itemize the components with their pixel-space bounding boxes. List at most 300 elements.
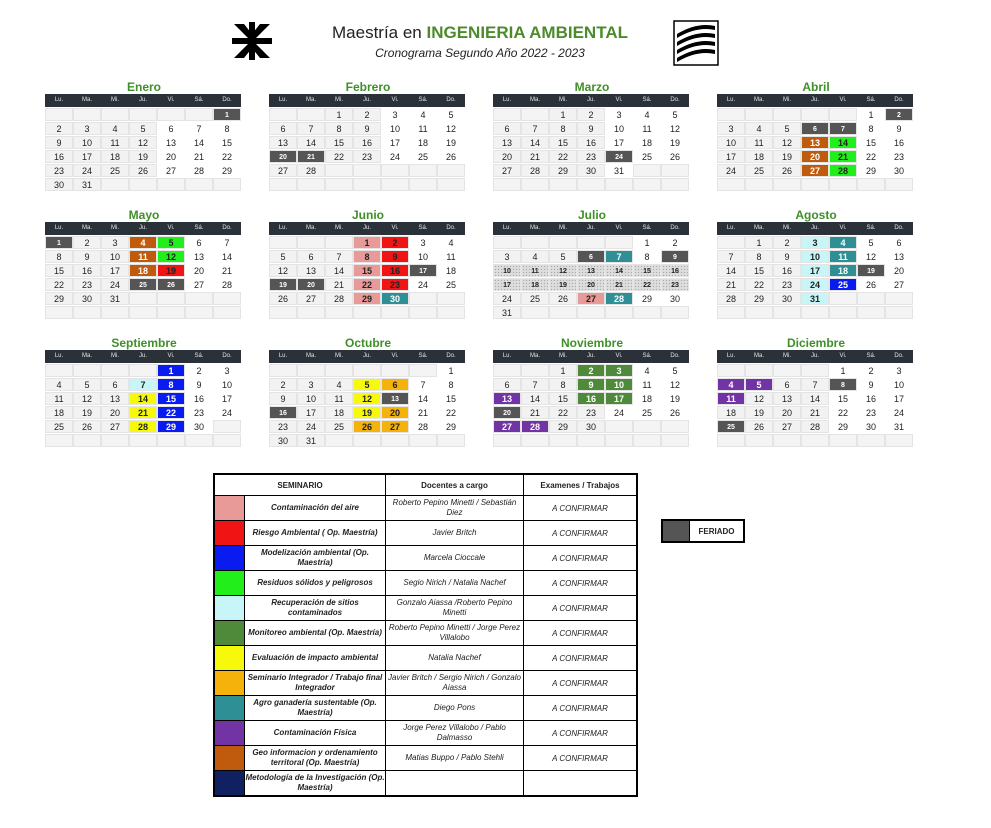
empty-day-cell <box>801 108 829 121</box>
empty-day-cell <box>45 306 73 319</box>
weekday-header: Sá. <box>633 350 661 363</box>
class-day-cell: 17 <box>801 264 829 277</box>
class-day-cell: 13 <box>493 392 521 405</box>
day-cell: 11 <box>745 136 773 149</box>
day-cell: 27 <box>185 278 213 291</box>
legend-header-row <box>214 474 637 496</box>
page-title <box>300 22 660 44</box>
empty-day-cell <box>605 306 633 319</box>
day-cell: 18 <box>409 136 437 149</box>
day-cell: 10 <box>885 378 913 391</box>
empty-day-cell <box>101 306 129 319</box>
legend-docentes: Jorge Perez Villalobo / Pablo Dalmasso <box>386 721 524 746</box>
empty-day-cell <box>773 364 801 377</box>
empty-day-cell <box>213 178 241 191</box>
day-cell: 26 <box>73 420 101 433</box>
weekday-header: Ju. <box>129 94 157 107</box>
class-day-cell: 27 <box>493 420 521 433</box>
weekday-header: Sá. <box>409 222 437 235</box>
day-cell: 13 <box>269 136 297 149</box>
day-cell: 15 <box>745 264 773 277</box>
class-day-cell: 14 <box>829 136 857 149</box>
day-cell: 24 <box>213 406 241 419</box>
day-cell: 31 <box>297 434 325 447</box>
month-name: Abril <box>802 80 830 94</box>
legend-seminario: Residuos sólidos y peligrosos <box>245 571 386 596</box>
day-cell: 6 <box>885 236 913 249</box>
day-cell: 4 <box>521 250 549 263</box>
weekday-header: Mi. <box>325 222 353 235</box>
empty-day-cell <box>213 434 241 447</box>
day-cell: 31 <box>73 178 101 191</box>
empty-day-cell <box>717 108 745 121</box>
class-day-cell: 5 <box>745 378 773 391</box>
day-cell: 9 <box>269 392 297 405</box>
day-cell: 17 <box>885 392 913 405</box>
weekday-header: Ma. <box>521 222 549 235</box>
feriado-legend <box>661 519 745 543</box>
legend-examenes: A CONFIRMAR <box>524 621 638 646</box>
empty-day-cell <box>185 178 213 191</box>
empty-day-cell <box>325 434 353 447</box>
empty-day-cell <box>129 108 157 121</box>
day-cell: 20 <box>773 406 801 419</box>
empty-day-cell <box>409 434 437 447</box>
empty-day-cell <box>437 292 465 305</box>
legend-row <box>214 546 637 571</box>
day-cell: 19 <box>129 150 157 163</box>
empty-day-cell <box>857 178 885 191</box>
legend-row <box>214 746 637 771</box>
holiday-day-cell: 26 <box>157 278 185 291</box>
day-cell: 9 <box>185 378 213 391</box>
class-day-cell: 11 <box>521 264 549 277</box>
empty-day-cell <box>45 364 73 377</box>
empty-day-cell <box>745 434 773 447</box>
empty-day-cell <box>661 306 689 319</box>
empty-day-cell <box>577 434 605 447</box>
month-octubre <box>269 336 467 447</box>
day-cell: 15 <box>857 136 885 149</box>
class-day-cell: 11 <box>129 250 157 263</box>
day-cell: 16 <box>577 136 605 149</box>
legend-row <box>214 521 637 546</box>
empty-day-cell <box>829 306 857 319</box>
day-cell: 24 <box>73 164 101 177</box>
class-day-cell: 21 <box>129 406 157 419</box>
weekday-header: Sá. <box>409 94 437 107</box>
day-cell: 8 <box>633 250 661 263</box>
day-cell: 25 <box>633 406 661 419</box>
day-cell: 1 <box>437 364 465 377</box>
day-cell: 30 <box>577 420 605 433</box>
empty-day-cell <box>129 306 157 319</box>
weekday-header: Lu. <box>269 94 297 107</box>
day-cell: 30 <box>773 292 801 305</box>
day-cell: 13 <box>773 392 801 405</box>
day-cell: 31 <box>885 420 913 433</box>
legend-color-swatch <box>214 596 245 621</box>
class-day-cell: 29 <box>157 420 185 433</box>
legend-color-swatch <box>214 721 245 746</box>
day-cell: 26 <box>661 150 689 163</box>
weekday-header: Ma. <box>297 222 325 235</box>
weekday-header: Mi. <box>325 350 353 363</box>
month-enero <box>45 80 243 191</box>
legend-docentes: Roberto Pepino Minetti / Sebastián Diez <box>386 496 524 521</box>
empty-day-cell <box>829 292 857 305</box>
legend-examenes: A CONFIRMAR <box>524 746 638 771</box>
day-cell: 28 <box>801 420 829 433</box>
holiday-day-cell: 19 <box>269 278 297 291</box>
weekday-header: Do. <box>661 222 689 235</box>
class-day-cell: 9 <box>381 250 409 263</box>
empty-day-cell <box>745 364 773 377</box>
day-cell: 1 <box>829 364 857 377</box>
weekday-header: Lu. <box>269 350 297 363</box>
day-cell: 28 <box>717 292 745 305</box>
day-cell: 5 <box>129 122 157 135</box>
day-cell: 7 <box>409 378 437 391</box>
weekday-header: Sá. <box>409 350 437 363</box>
weekday-header: Ju. <box>577 94 605 107</box>
empty-day-cell <box>437 178 465 191</box>
month-days-grid <box>717 94 915 191</box>
title-accent: INGENIERIA AMBIENTAL <box>426 23 628 42</box>
day-cell: 4 <box>45 378 73 391</box>
weekday-header: Ju. <box>577 222 605 235</box>
day-cell: 9 <box>773 250 801 263</box>
day-cell: 27 <box>885 278 913 291</box>
weekday-header: Ju. <box>353 350 381 363</box>
empty-day-cell <box>521 434 549 447</box>
day-cell: 2 <box>577 108 605 121</box>
weekday-header: Sá. <box>185 94 213 107</box>
empty-day-cell <box>549 236 577 249</box>
empty-day-cell <box>717 178 745 191</box>
day-cell: 21 <box>801 406 829 419</box>
empty-day-cell <box>661 434 689 447</box>
empty-day-cell <box>577 178 605 191</box>
day-cell: 3 <box>493 250 521 263</box>
class-day-cell: 8 <box>157 378 185 391</box>
day-cell: 9 <box>885 122 913 135</box>
empty-day-cell <box>381 364 409 377</box>
month-days-grid <box>269 222 467 319</box>
day-cell: 5 <box>773 122 801 135</box>
day-cell: 30 <box>885 164 913 177</box>
day-cell: 16 <box>185 392 213 405</box>
empty-day-cell <box>633 178 661 191</box>
day-cell: 4 <box>633 108 661 121</box>
empty-day-cell <box>605 236 633 249</box>
day-cell: 13 <box>297 264 325 277</box>
legend-seminario: Monitoreo ambiental (Op. Maestría) <box>245 621 386 646</box>
month-name: Noviembre <box>560 336 624 350</box>
day-cell: 2 <box>45 122 73 135</box>
empty-day-cell <box>409 164 437 177</box>
day-cell: 23 <box>45 164 73 177</box>
empty-day-cell <box>829 434 857 447</box>
weekday-header: Vi. <box>829 94 857 107</box>
day-cell: 9 <box>45 136 73 149</box>
weekday-header: Vi. <box>829 350 857 363</box>
legend-examenes: A CONFIRMAR <box>524 571 638 596</box>
legend-seminario: Geo informacion y ordenamiento territoral (Op. Maestría) <box>245 746 386 771</box>
day-cell: 20 <box>157 150 185 163</box>
day-cell: 24 <box>101 278 129 291</box>
empty-day-cell <box>605 434 633 447</box>
seminar-legend-table <box>213 473 638 797</box>
weekday-header: Sá. <box>857 222 885 235</box>
day-cell: 21 <box>185 150 213 163</box>
class-day-cell: 8 <box>353 250 381 263</box>
day-cell: 14 <box>717 264 745 277</box>
weekday-header: Sá. <box>185 350 213 363</box>
day-cell: 15 <box>325 136 353 149</box>
title-prefix: Maestría en <box>332 23 427 42</box>
holiday-day-cell: 20 <box>297 278 325 291</box>
day-cell: 2 <box>73 236 101 249</box>
day-cell: 8 <box>549 378 577 391</box>
legend-seminario: Agro ganadería sustentable (Op. Maestría) <box>245 696 386 721</box>
class-day-cell: 28 <box>829 164 857 177</box>
day-cell: 12 <box>437 122 465 135</box>
holiday-day-cell: 1 <box>45 236 73 249</box>
day-cell: 19 <box>745 406 773 419</box>
empty-day-cell <box>157 434 185 447</box>
day-cell: 26 <box>269 292 297 305</box>
empty-day-cell <box>549 178 577 191</box>
empty-day-cell <box>801 178 829 191</box>
day-cell: 27 <box>773 420 801 433</box>
empty-day-cell <box>157 306 185 319</box>
class-day-cell: 31 <box>801 292 829 305</box>
month-days-grid <box>269 94 467 191</box>
empty-day-cell <box>325 306 353 319</box>
empty-day-cell <box>773 306 801 319</box>
legend-examenes: A CONFIRMAR <box>524 646 638 671</box>
day-cell: 23 <box>73 278 101 291</box>
empty-day-cell <box>577 236 605 249</box>
day-cell: 8 <box>213 122 241 135</box>
legend-color-swatch <box>214 571 245 596</box>
day-cell: 8 <box>857 122 885 135</box>
empty-day-cell <box>885 434 913 447</box>
legend-header-docentes: Docentes a cargo <box>386 474 524 496</box>
day-cell: 24 <box>409 278 437 291</box>
legend-seminario: Seminario Integrador / Trabajo final Integrador <box>245 671 386 696</box>
day-cell: 4 <box>325 378 353 391</box>
day-cell: 2 <box>269 378 297 391</box>
weekday-header: Sá. <box>185 222 213 235</box>
month-junio <box>269 208 467 319</box>
empty-day-cell <box>101 434 129 447</box>
day-cell: 26 <box>857 278 885 291</box>
weekday-header: Vi. <box>157 222 185 235</box>
legend-row <box>214 721 637 746</box>
day-cell: 6 <box>269 122 297 135</box>
empty-day-cell <box>297 364 325 377</box>
holiday-day-cell: 20 <box>493 406 521 419</box>
weekday-header: Vi. <box>381 350 409 363</box>
legend-color-swatch <box>214 621 245 646</box>
legend-header-seminario: SEMINARIO <box>214 474 386 496</box>
month-name: Julio <box>577 208 606 222</box>
day-cell: 2 <box>353 108 381 121</box>
class-day-cell: 4 <box>129 236 157 249</box>
weekday-header: Vi. <box>829 222 857 235</box>
class-day-cell: 19 <box>157 264 185 277</box>
day-cell: 29 <box>437 420 465 433</box>
empty-day-cell <box>633 306 661 319</box>
day-cell: 15 <box>45 264 73 277</box>
day-cell: 22 <box>745 278 773 291</box>
day-cell: 13 <box>493 136 521 149</box>
day-cell: 7 <box>213 236 241 249</box>
day-cell: 8 <box>745 250 773 263</box>
empty-day-cell <box>129 364 157 377</box>
legend-docentes: Marcela Cioccale <box>386 546 524 571</box>
weekday-header: Ma. <box>297 350 325 363</box>
weekday-header: Ma. <box>73 222 101 235</box>
empty-day-cell <box>45 434 73 447</box>
day-cell: 19 <box>437 136 465 149</box>
weekday-header: Ma. <box>73 350 101 363</box>
class-day-cell: 2 <box>577 364 605 377</box>
month-days-grid <box>45 350 243 447</box>
empty-day-cell <box>325 164 353 177</box>
day-cell: 26 <box>437 150 465 163</box>
day-cell: 3 <box>605 108 633 121</box>
day-cell: 6 <box>101 378 129 391</box>
empty-day-cell <box>129 292 157 305</box>
empty-day-cell <box>829 108 857 121</box>
legend-color-swatch <box>214 646 245 671</box>
day-cell: 14 <box>213 250 241 263</box>
class-day-cell: 22 <box>353 278 381 291</box>
day-cell: 9 <box>857 378 885 391</box>
day-cell: 5 <box>73 378 101 391</box>
legend-color-swatch <box>214 771 245 797</box>
empty-day-cell <box>521 108 549 121</box>
day-cell: 15 <box>549 136 577 149</box>
class-day-cell: 15 <box>353 264 381 277</box>
legend-color-swatch <box>214 521 245 546</box>
day-cell: 31 <box>605 164 633 177</box>
empty-day-cell <box>661 164 689 177</box>
empty-day-cell <box>521 236 549 249</box>
legend-seminario: Modelización ambiental (Op. Maestría) <box>245 546 386 571</box>
day-cell: 11 <box>437 250 465 263</box>
weekday-header: Ma. <box>521 350 549 363</box>
legend-docentes: Gonzalo Aiassa /Roberto Pepino Minetti <box>386 596 524 621</box>
legend-seminario: Riesgo Ambiental ( Op. Maestría) <box>245 521 386 546</box>
legend-row <box>214 696 637 721</box>
day-cell: 15 <box>549 392 577 405</box>
month-diciembre <box>717 336 915 447</box>
day-cell: 10 <box>717 136 745 149</box>
weekday-header: Mi. <box>549 350 577 363</box>
day-cell: 29 <box>213 164 241 177</box>
empty-day-cell <box>409 178 437 191</box>
day-cell: 14 <box>325 264 353 277</box>
weekday-header: Ma. <box>745 222 773 235</box>
day-cell: 18 <box>633 392 661 405</box>
weekday-header: Do. <box>661 350 689 363</box>
day-cell: 18 <box>101 150 129 163</box>
day-cell: 17 <box>297 406 325 419</box>
class-day-cell: 22 <box>157 406 185 419</box>
class-day-cell: 16 <box>577 392 605 405</box>
empty-day-cell <box>409 306 437 319</box>
month-febrero <box>269 80 467 191</box>
day-cell: 23 <box>773 278 801 291</box>
class-day-cell: 16 <box>661 264 689 277</box>
day-cell: 1 <box>549 108 577 121</box>
day-cell: 11 <box>325 392 353 405</box>
day-cell: 14 <box>521 392 549 405</box>
empty-day-cell <box>325 178 353 191</box>
empty-day-cell <box>157 108 185 121</box>
day-cell: 12 <box>857 250 885 263</box>
empty-day-cell <box>353 306 381 319</box>
holiday-day-cell: 8 <box>829 378 857 391</box>
day-cell: 27 <box>157 164 185 177</box>
legend-examenes: A CONFIRMAR <box>524 546 638 571</box>
legend-row <box>214 596 637 621</box>
empty-day-cell <box>773 108 801 121</box>
day-cell: 14 <box>297 136 325 149</box>
empty-day-cell <box>101 108 129 121</box>
month-marzo <box>493 80 691 191</box>
day-cell: 25 <box>325 420 353 433</box>
class-day-cell: 15 <box>633 264 661 277</box>
weekday-header: Lu. <box>45 350 73 363</box>
day-cell: 12 <box>661 378 689 391</box>
day-cell: 15 <box>213 136 241 149</box>
empty-day-cell <box>493 364 521 377</box>
day-cell: 22 <box>829 406 857 419</box>
empty-day-cell <box>353 178 381 191</box>
day-cell: 6 <box>773 378 801 391</box>
day-cell: 24 <box>493 292 521 305</box>
day-cell: 14 <box>185 136 213 149</box>
day-cell: 10 <box>297 392 325 405</box>
day-cell: 3 <box>297 378 325 391</box>
day-cell: 17 <box>213 392 241 405</box>
holiday-day-cell: 17 <box>409 264 437 277</box>
empty-day-cell <box>353 434 381 447</box>
empty-day-cell <box>353 364 381 377</box>
weekday-header: Lu. <box>45 222 73 235</box>
day-cell: 23 <box>353 150 381 163</box>
day-cell: 25 <box>521 292 549 305</box>
empty-day-cell <box>801 434 829 447</box>
day-cell: 8 <box>45 250 73 263</box>
weekday-header: Sá. <box>633 222 661 235</box>
day-cell: 6 <box>493 122 521 135</box>
day-cell: 5 <box>661 108 689 121</box>
day-cell: 28 <box>325 292 353 305</box>
empty-day-cell <box>381 164 409 177</box>
day-cell: 29 <box>745 292 773 305</box>
day-cell: 5 <box>857 236 885 249</box>
empty-day-cell <box>185 292 213 305</box>
empty-day-cell <box>661 178 689 191</box>
class-day-cell: 10 <box>493 264 521 277</box>
month-name: Agosto <box>795 208 837 222</box>
